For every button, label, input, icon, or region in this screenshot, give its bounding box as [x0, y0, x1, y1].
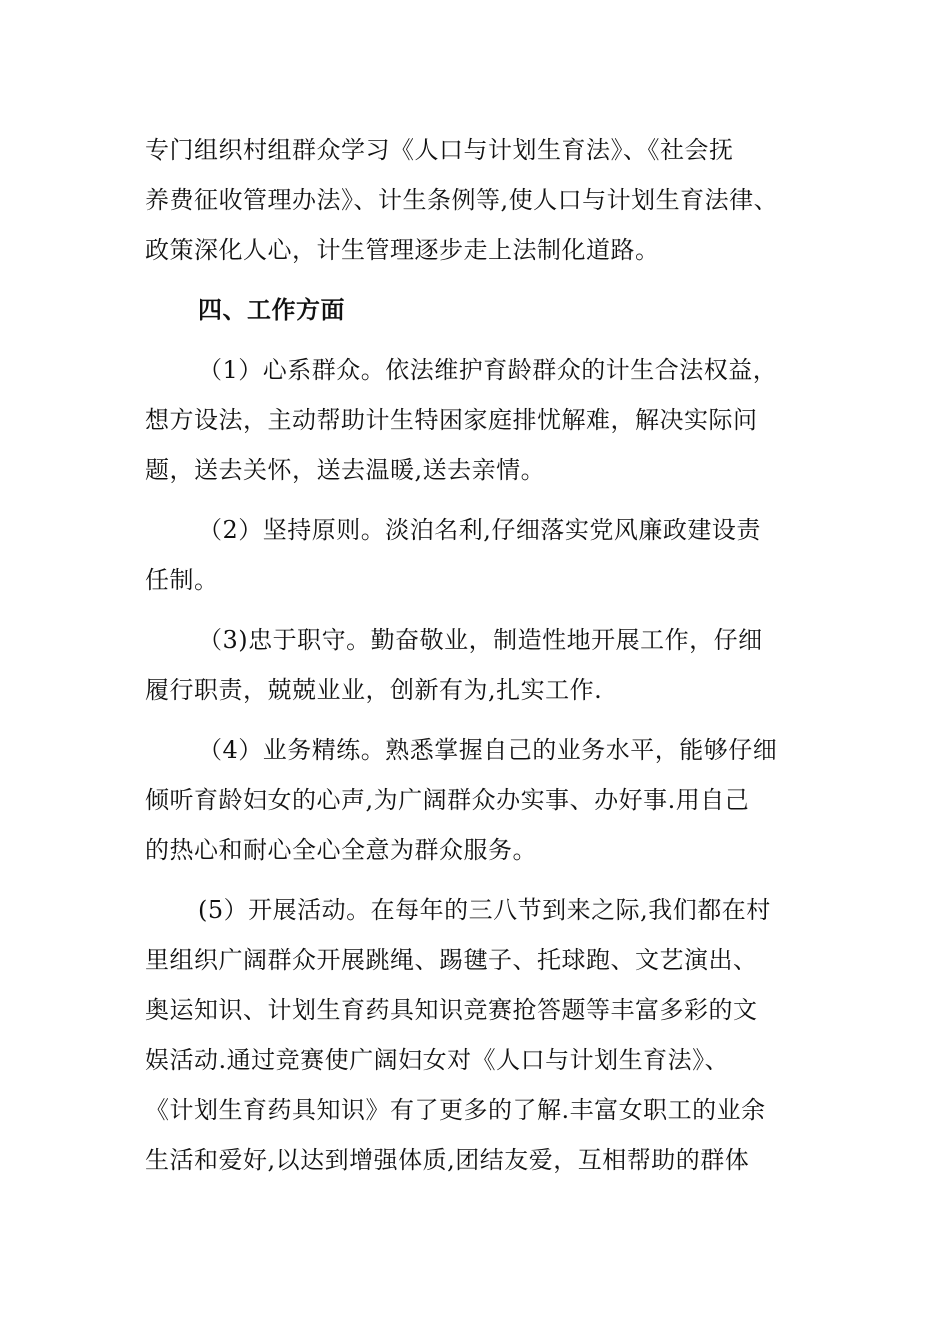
- text-line: 政策深化人心，计生管理逐步走上法制化道路。: [145, 236, 660, 264]
- text-line: 想方设法，主动帮助计生特困家庭排忧解难，解决实际问: [145, 406, 758, 434]
- text-line: 里组织广阔群众开展跳绳、踢毽子、托球跑、文艺演出、: [145, 946, 758, 974]
- text-line: 专门组织村组群众学习《人口与计划生育法》、《社会抚: [145, 136, 734, 164]
- text-line: 生活和爱好,以达到增强体质,团结友爱，互相帮助的群体: [145, 1146, 750, 1174]
- text-line: （2）坚持原则。淡泊名利,仔细落实党风廉政建设责: [198, 516, 761, 544]
- text-line: （4）业务精练。熟悉掌握自己的业务水平，能够仔细: [198, 736, 778, 764]
- text-line: （3)忠于职守。勤奋敬业，制造性地开展工作，仔细: [198, 626, 763, 654]
- text-line: 倾听育龄妇女的心声,为广阔群众办实事、办好事.用自己: [145, 786, 750, 814]
- section-heading: 四、工作方面: [198, 295, 345, 324]
- text-line: 履行职责，兢兢业业，创新有为,扎实工作.: [145, 676, 603, 704]
- text-line: (5）开展活动。在每年的三八节到来之际,我们都在村: [198, 896, 771, 924]
- text-line: （1）心系群众。依法维护育龄群众的计生合法权益，: [198, 356, 778, 384]
- text-line: 《计划生育药具知识》有了更多的了解.丰富女职工的业余: [145, 1096, 766, 1124]
- text-line: 奥运知识、计划生育药具知识竞赛抢答题等丰富多彩的文: [145, 996, 758, 1024]
- text-line: 任制。: [145, 566, 219, 594]
- text-line: 题，送去关怀，送去温暖,送去亲情。: [145, 456, 546, 484]
- text-line: 养费征收管理办法》、计生条例等,使人口与计划生育法律、: [145, 186, 779, 214]
- text-line: 的热心和耐心全心全意为群众服务。: [145, 836, 537, 864]
- text-line: 娱活动.通过竞赛使广阔妇女对《人口与计划生育法》、: [145, 1046, 730, 1074]
